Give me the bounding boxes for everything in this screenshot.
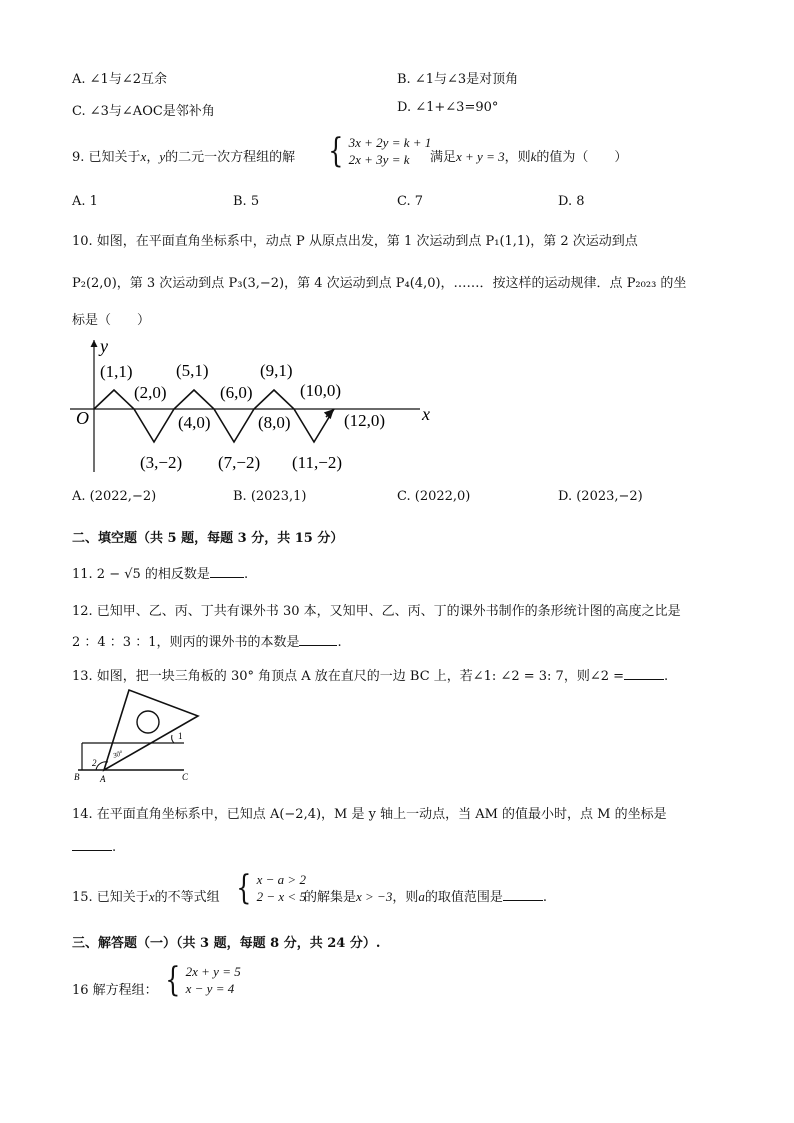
q9-eq2: 2x + 3y = k [348, 152, 410, 167]
angle-30-mark: 30° [111, 749, 124, 760]
q16-prefix: 16 解方程组： [72, 983, 158, 998]
q15-solution: x > −3 [356, 889, 393, 904]
q9-brace: { [328, 131, 344, 171]
q9-equation-system [325, 131, 432, 171]
q14-line1: 14. 在平面直角坐标系中，已知点 A(−2,4)，M 是 y 轴上一动点，当 AM 的值最小时，点 M 的坐标是 [72, 807, 667, 822]
q11-answer-blank [210, 565, 244, 578]
section-2-heading: 二、填空题（共 5 题，每题 3 分，共 15 分） [72, 531, 344, 546]
q15-inequality-system [233, 868, 306, 908]
q15-period: . [542, 890, 548, 905]
origin-label: O [76, 408, 89, 428]
q9-var-x: x [140, 149, 147, 164]
label-11-neg2: (11,−2) [292, 453, 343, 472]
q10-option-c: C. (2022,0) [397, 489, 471, 504]
q15-post1: 的解集是 [304, 890, 357, 905]
q13-answer-blank [624, 667, 664, 680]
q9-prefix: 9. 已知关于 [72, 150, 141, 165]
label-c: C [182, 772, 189, 782]
q12-period: . [337, 635, 342, 650]
q16-eq2: x − y = 4 [185, 981, 235, 996]
section-3-heading: 三、解答题（一）（共 3 题，每题 8 分，共 24 分）. [72, 936, 381, 951]
q9-option-c: C. 7 [397, 194, 424, 209]
q8-option-b: B. ∠1与∠3是对顶角 [397, 72, 519, 87]
label-a: A [100, 774, 106, 784]
q15-brace: { [236, 868, 252, 908]
q10-option-b: B. (2023,1) [233, 489, 307, 504]
q13-period: . [664, 669, 669, 684]
q9-var-k: k [530, 149, 537, 164]
q16-eq1: 2x + y = 5 [185, 964, 241, 979]
label-7-neg2: (7,−2) [218, 453, 261, 472]
q14-answer-blank [72, 838, 112, 851]
q15-var-x: x [148, 889, 155, 904]
angle-1-arc [172, 735, 174, 743]
q11-text: 11. 2 − √5 的相反数是 [72, 567, 210, 582]
q13-triangle-ruler-figure [74, 686, 204, 786]
q9-stem [72, 146, 295, 165]
q15-post3: 的取值范围是 [424, 890, 503, 905]
q9-option-d: D. 8 [558, 194, 585, 209]
q9-option-a: A. 1 [72, 194, 98, 209]
q9-var-y: y [159, 149, 166, 164]
label-10-0: (10,0) [300, 381, 342, 400]
q9-text5: 的值为（ ） [536, 150, 628, 165]
q15-ineq1: x − a > 2 [256, 872, 306, 887]
zigzag-path [94, 390, 334, 442]
q15-stem-end [304, 886, 547, 905]
q15-var-a: a [418, 889, 425, 904]
q11-period: . [243, 567, 249, 582]
q16-equation-system [162, 960, 241, 1000]
q8-option-d: D. ∠1+∠3=90° [397, 100, 499, 115]
q10-zigzag-figure [70, 332, 450, 477]
q14-period: . [112, 840, 117, 855]
q15-mid: 的不等式组 [154, 890, 220, 905]
triangle-hole [137, 711, 159, 733]
q15-stem [72, 886, 220, 905]
q12-text: 2 ：4 ：3 ：1，则丙的课外书的本数是 [72, 635, 300, 650]
q8-option-c: C. ∠3与∠AOC是邻补角 [72, 104, 215, 119]
label-2-0: (2,0) [134, 383, 167, 402]
q9-stem-end [430, 146, 627, 165]
q10-line1: 10. 如图，在平面直角坐标系中，动点 P 从原点出发，第 1 次运动到点 P₁(1,1)，第 2 次运动到点 [72, 234, 638, 249]
label-2: 2 [92, 758, 97, 768]
q9-text3: 满足 [430, 150, 457, 165]
q9-eq1: 3x + 2y = k + 1 [348, 135, 432, 150]
q15-post2: ，则 [392, 890, 419, 905]
q9-condition: x + y = 3 [456, 149, 505, 164]
q8-option-a: A. ∠1与∠2互余 [72, 72, 167, 87]
q10-line3: 标是（ ） [72, 313, 151, 328]
q12-line1: 12. 已知甲、乙、丙、丁共有课外书 30 本，又知甲、乙、丙、丁的课外书制作的条形统计图的高度之比是 [72, 604, 681, 619]
q15-answer-blank [503, 888, 543, 901]
q10-option-a: A. (2022,−2) [72, 489, 157, 504]
q16-brace: { [165, 960, 181, 1000]
q10-line2: P₂(2,0)，第 3 次运动到点 P₃(3,−2)，第 4 次运动到点 P₄(4,0)，……．按这样的运动规律．点 P₂₀₂₃ 的坐 [72, 276, 687, 291]
label-b: B [74, 772, 80, 782]
label-1: 1 [178, 731, 183, 741]
label-5-1: (5,1) [176, 361, 209, 380]
q9-comma: ， [146, 150, 160, 165]
label-6-0: (6,0) [220, 383, 253, 402]
q9-text2: 的二元一次方程组的解 [165, 150, 296, 165]
label-3-neg2: (3,−2) [140, 453, 183, 472]
q10-option-d: D. (2023,−2) [558, 489, 643, 504]
q15-pre: 15. 已知关于 [72, 890, 149, 905]
q12-line2 [72, 631, 342, 650]
q11 [72, 563, 248, 582]
q15-ineq2: 2 − x < 5 [256, 889, 306, 904]
q13-text: 13. 如图，把一块三角板的 30° 角顶点 A 放在直尺的一边 BC 上，若∠1: ∠2 = 3: 7，则∠2 = [72, 669, 625, 684]
q12-answer-blank [299, 633, 337, 646]
label-12-0: (12,0) [344, 411, 386, 430]
label-8-0: (8,0) [258, 413, 291, 432]
y-axis-label: y [100, 336, 108, 356]
label-4-0: (4,0) [178, 413, 211, 432]
label-1-1: (1,1) [100, 362, 133, 381]
q9-option-b: B. 5 [233, 194, 260, 209]
q14-line2 [72, 838, 116, 855]
q13 [72, 665, 668, 684]
label-9-1: (9,1) [260, 361, 293, 380]
x-axis-label: x [422, 404, 430, 424]
q9-text4: ，则 [504, 150, 531, 165]
